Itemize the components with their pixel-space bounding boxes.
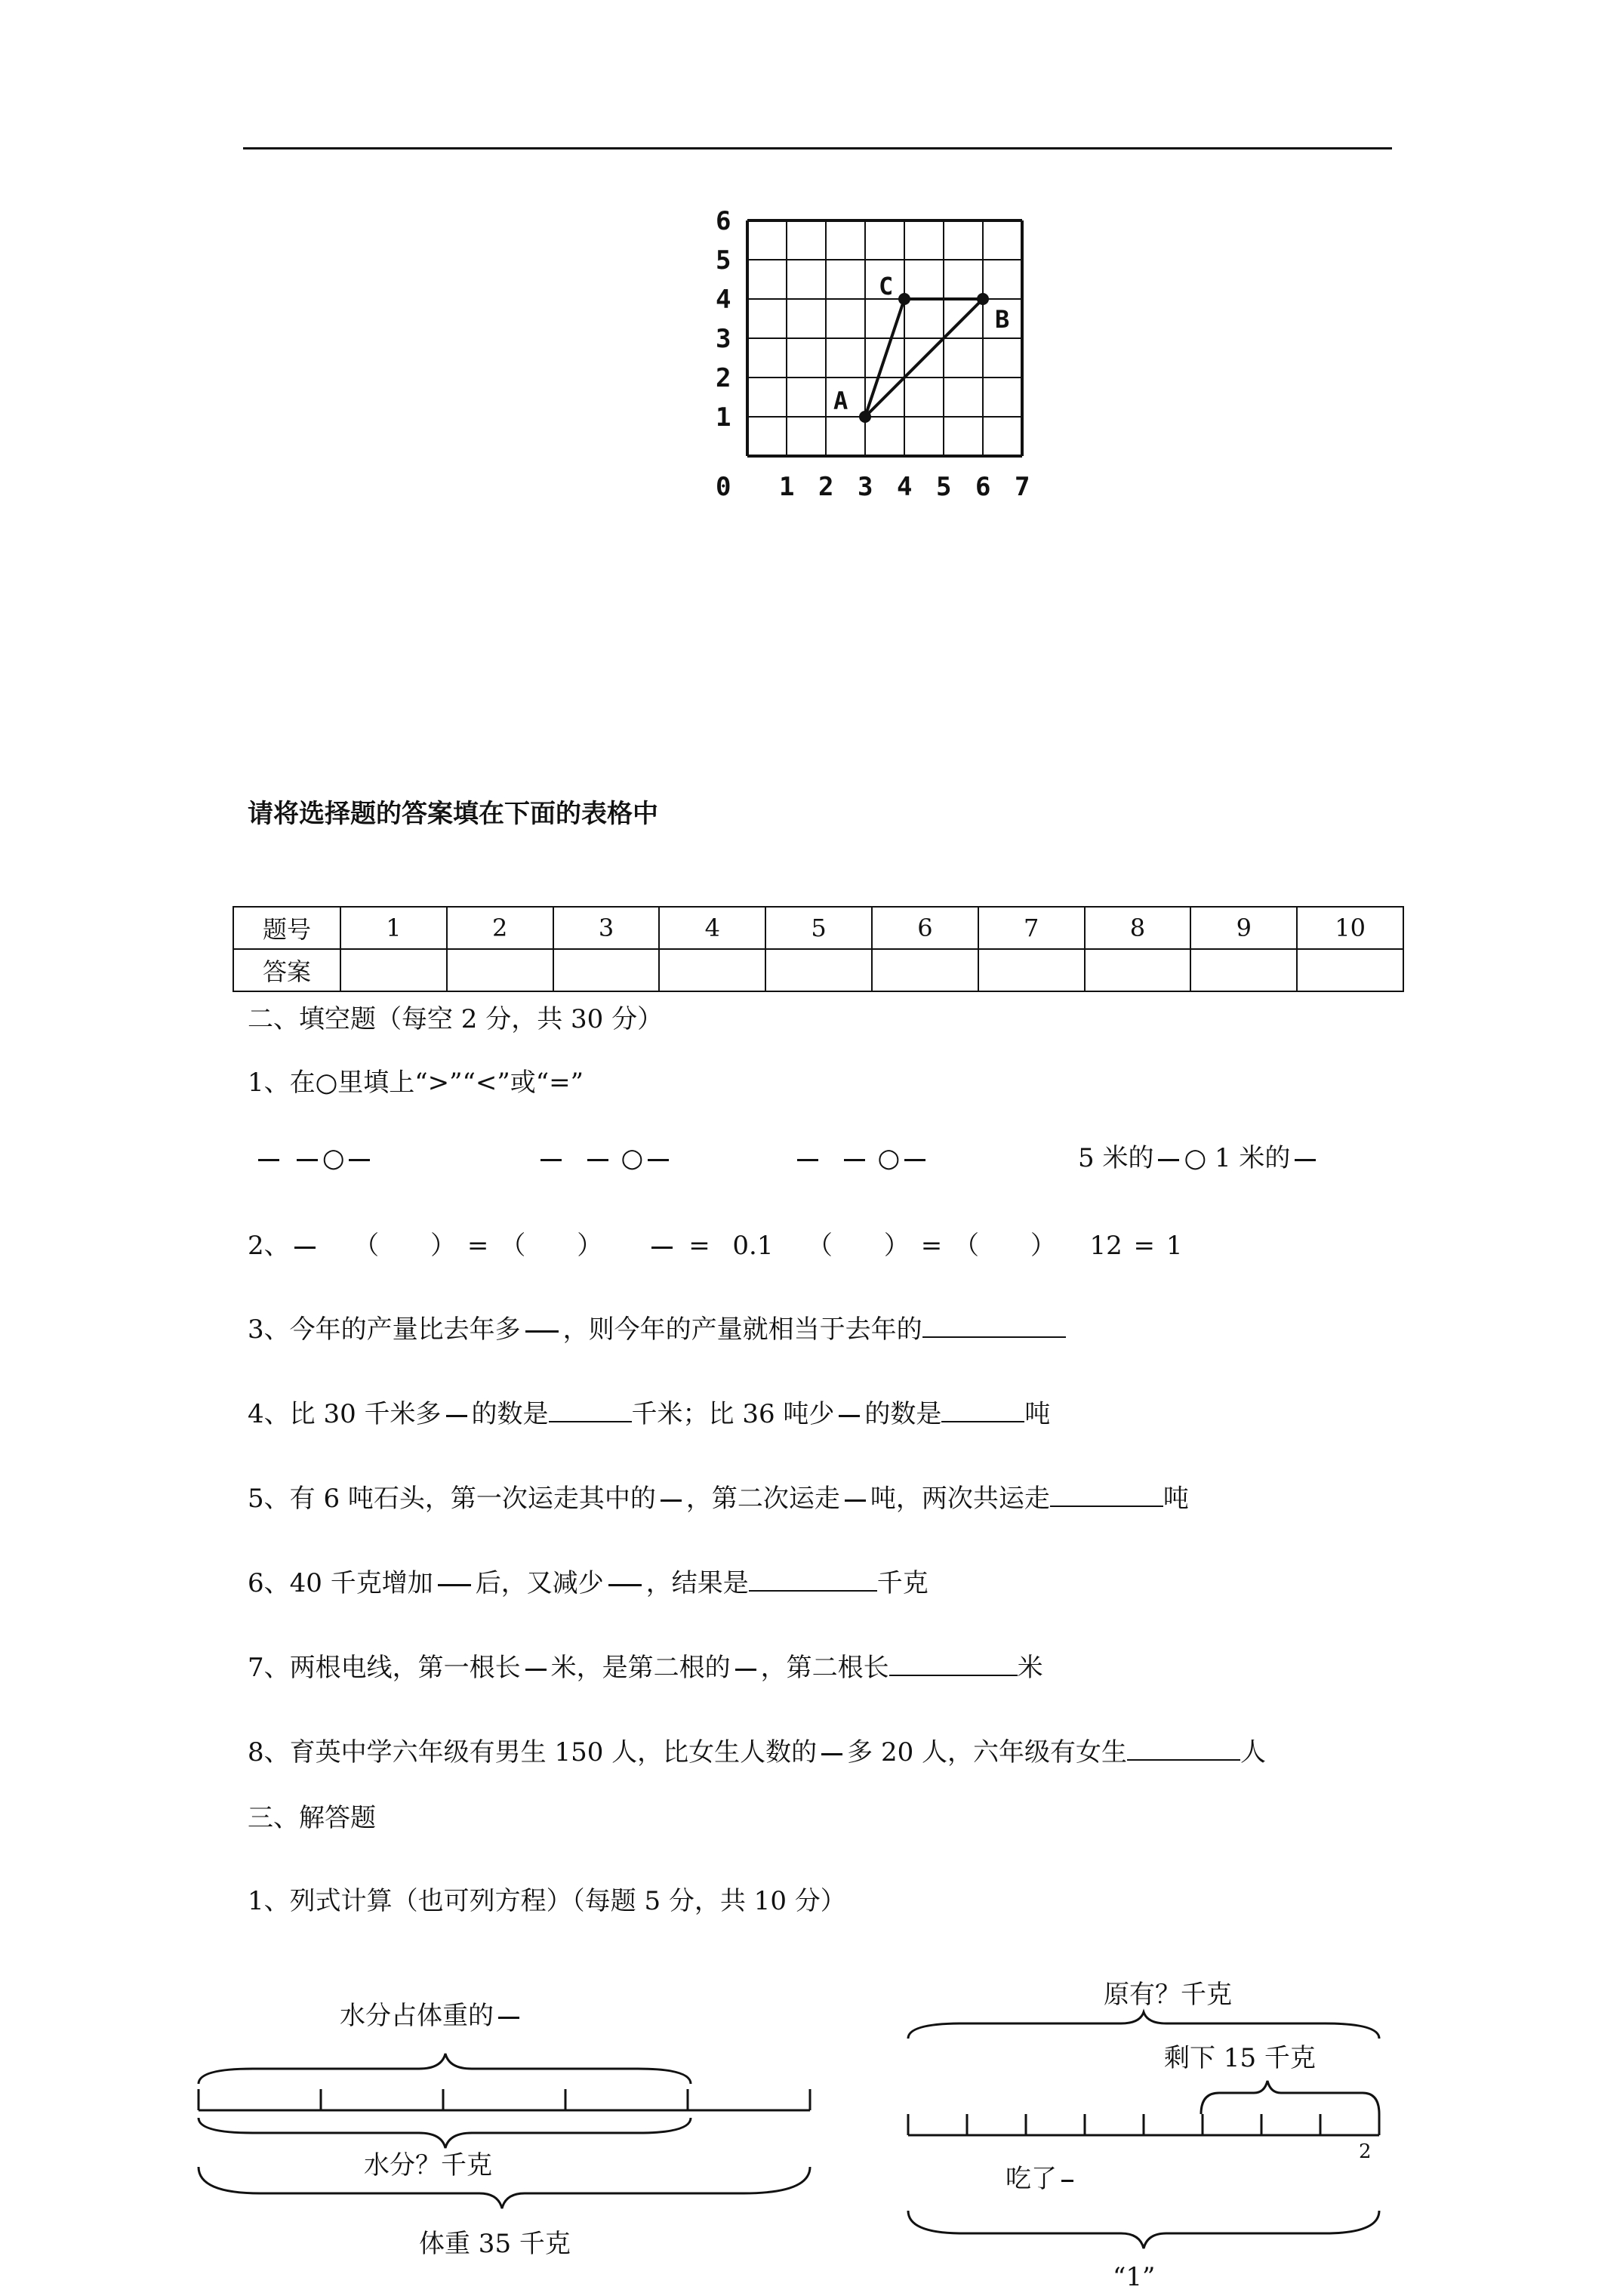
left-diagram-mid-label: 水分？千克 xyxy=(364,2150,492,2180)
q8-line: 8、育英中学六年级有男生 150 人，比女生人数的 多 20 人，六年级有女生 人 xyxy=(248,1737,1267,1767)
right-diagram-eaten-label: 吃了 xyxy=(1006,2164,1078,2194)
triangle-edge xyxy=(865,299,983,417)
left-diagram-bottom-label: 体重 35 千克 xyxy=(419,2229,571,2259)
table-cell: 7 xyxy=(978,907,1085,949)
compare-circle[interactable]: ○ xyxy=(621,1143,644,1173)
y-tick-label: 3 xyxy=(716,324,731,354)
point-C xyxy=(898,293,910,305)
table-cell: 5 xyxy=(765,907,872,949)
x-tick-label: 4 xyxy=(897,472,913,502)
answer-cell[interactable] xyxy=(765,949,872,991)
answer-cell[interactable] xyxy=(553,949,660,991)
answer-blank[interactable] xyxy=(1127,1737,1240,1761)
q1-prompt: 1、在○里填上“>”“<”或“=” xyxy=(248,1068,584,1098)
y-tick-label: 4 xyxy=(716,285,731,315)
table-row xyxy=(233,907,1403,949)
coordinate-grid-figure xyxy=(702,204,1049,502)
table-row-header: 答案 xyxy=(233,949,340,991)
answer-cell[interactable] xyxy=(978,949,1085,991)
table-cell: 6 xyxy=(872,907,978,949)
x-tick-label: 6 xyxy=(975,472,991,502)
x-tick-label: 2 xyxy=(818,472,834,502)
x-tick-label: 3 xyxy=(858,472,873,502)
compare-circle[interactable]: ○ xyxy=(1184,1143,1207,1173)
point-label-A: A xyxy=(833,387,848,415)
table-cell: 8 xyxy=(1085,907,1191,949)
answer-cell[interactable] xyxy=(872,949,978,991)
q1-item-3 xyxy=(793,1143,930,1173)
compare-circle[interactable]: ○ xyxy=(322,1143,345,1173)
q3-line: 3、今年的产量比去年多 ，则今年的产量就相当于去年的 xyxy=(248,1314,1066,1345)
answer-blank[interactable] xyxy=(889,1652,1018,1676)
table-cell: 9 xyxy=(1190,907,1297,949)
right-top-brace xyxy=(902,2008,1393,2061)
q5-line: 5、有 6 吨石头，第一次运走其中的 ，第二次运走 吨，两次共运走 吨 xyxy=(248,1484,1189,1514)
q4-line: 4、比 30 千米多 的数是 千米；比 36 吨少 的数是 吨 xyxy=(248,1399,1051,1429)
table-cell: 10 xyxy=(1297,907,1403,949)
q7-line: 7、两根电线，第一根长 米，是第二根的 ，第二根长 米 xyxy=(248,1653,1043,1683)
answer-blank[interactable] xyxy=(549,1398,632,1422)
answer-blank[interactable] xyxy=(922,1314,1066,1338)
answer-cell[interactable] xyxy=(447,949,553,991)
answer-cell[interactable] xyxy=(340,949,447,991)
table-instruction: 请将选择题的答案填在下面的表格中 xyxy=(248,799,658,829)
y-tick-label: 1 xyxy=(716,402,731,433)
x-tick-label: 1 xyxy=(779,472,795,502)
answer-table xyxy=(233,906,1404,992)
y-tick-label: 5 xyxy=(716,245,731,276)
x-tick-label: 5 xyxy=(936,472,952,502)
answer-blank[interactable] xyxy=(1050,1483,1163,1507)
q6-line: 6、40 千克增加 后，又减少 ，结果是 千克 xyxy=(248,1568,929,1598)
y-tick-label: 2 xyxy=(716,363,731,393)
table-cell: 1 xyxy=(340,907,447,949)
q1-item-2 xyxy=(536,1143,673,1173)
q2-line: 2、 （ ） = （ ） = 0.1 （ ） = （ ） 12 = 1 xyxy=(248,1231,1183,1261)
table-cell: 4 xyxy=(659,907,765,949)
right-diagram-top-label: 原有？千克 xyxy=(1104,1980,1232,2010)
table-cell: 3 xyxy=(553,907,660,949)
page-number: 2 xyxy=(1359,2140,1372,2163)
x-tick-label: 7 xyxy=(1015,472,1030,502)
right-diagram-bottom-label: “1” xyxy=(1113,2262,1156,2292)
right-diagram-remain-label: 剩下 15 千克 xyxy=(1164,2043,1316,2073)
section2-title: 二、填空题（每空 2 分，共 30 分） xyxy=(248,1004,664,1034)
q1-item-1 xyxy=(254,1143,374,1173)
table-cell: 2 xyxy=(447,907,553,949)
compare-circle[interactable]: ○ xyxy=(877,1143,901,1173)
left-total-brace xyxy=(192,2159,834,2212)
answer-cell[interactable] xyxy=(1190,949,1297,991)
answer-blank[interactable] xyxy=(941,1398,1024,1422)
x-tick-label: 0 xyxy=(716,472,731,502)
answer-cell[interactable] xyxy=(1297,949,1403,991)
header-rule xyxy=(243,147,1392,149)
right-segment-diagram xyxy=(902,2069,1393,2159)
section3-title: 三、解答题 xyxy=(248,1803,376,1833)
section3-q1: 1、列式计算（也可列方程）（每题 5 分，共 10 分） xyxy=(248,1886,846,1916)
point-A xyxy=(859,411,871,423)
table-row-header: 题号 xyxy=(233,907,340,949)
right-bottom-brace xyxy=(902,2203,1393,2256)
q1-item-4: 5 米的 ○ 1 米的 xyxy=(1078,1143,1320,1173)
answer-blank[interactable] xyxy=(749,1567,877,1592)
point-B xyxy=(977,293,989,305)
left-diagram-top-label: 水分占体重的 xyxy=(340,2001,524,2031)
y-tick-label: 6 xyxy=(716,206,731,236)
point-label-B: B xyxy=(995,305,1010,334)
table-row xyxy=(233,949,1403,991)
point-label-C: C xyxy=(879,272,894,300)
answer-cell[interactable] xyxy=(1085,949,1191,991)
answer-cell[interactable] xyxy=(659,949,765,991)
